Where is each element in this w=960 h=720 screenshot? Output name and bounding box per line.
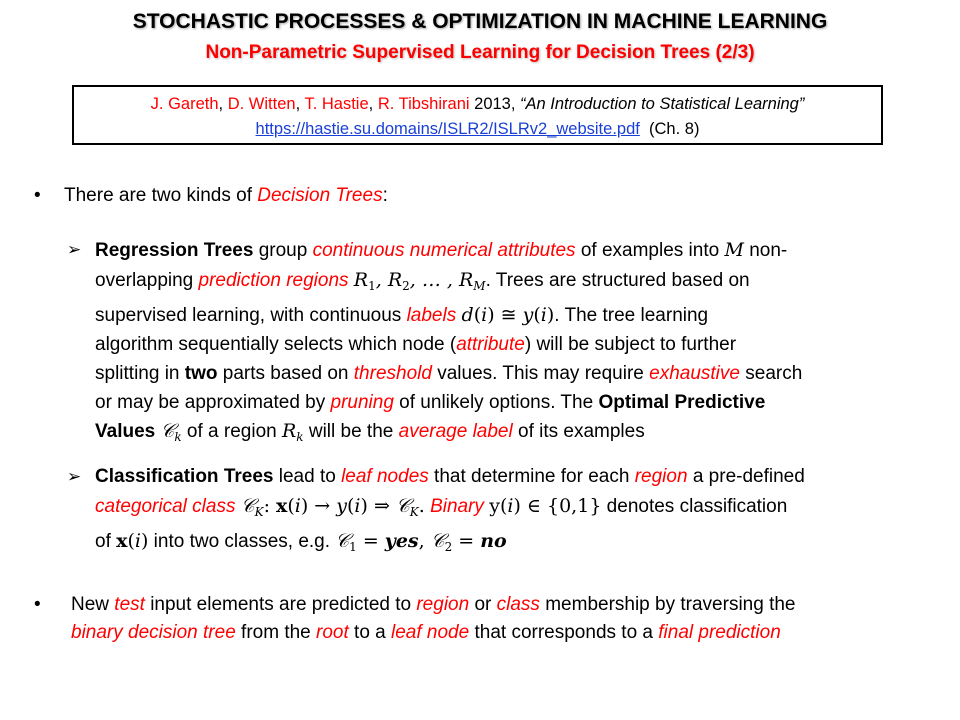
bullet-dot-icon: •: [34, 185, 41, 206]
class-yes: yes: [384, 529, 419, 552]
author-3-initial: T.: [304, 95, 318, 113]
b2-h3: class: [496, 594, 540, 615]
reference-pdf-link[interactable]: https://hastie.su.domains/ISLR2/ISLRv2_website.pdf: [255, 120, 640, 138]
b2-h2: region: [416, 594, 470, 615]
bullet1-lead: There are two kinds of: [64, 185, 258, 206]
cls-h1: leaf nodes: [341, 466, 429, 487]
reg-t6: supervised learning, with continuous: [95, 304, 407, 326]
reg-h1: continuous numerical attributes: [312, 240, 576, 261]
label-formula: d(i) ≅ y(i): [461, 303, 555, 326]
reg-h7: pruning: [330, 391, 394, 413]
cls-t5: of: [95, 530, 117, 552]
x-vector-formula: x(i): [116, 529, 149, 552]
b2-t1: New: [71, 594, 115, 615]
reg-t10: splitting in: [95, 362, 185, 384]
reference-year: 2013: [474, 95, 511, 113]
b2-t4: membership by traversing the: [539, 594, 796, 615]
arrow-bullet-icon: ➢: [67, 240, 82, 259]
bullet1-tail: :: [382, 185, 388, 206]
author-2-name: Witten: [248, 95, 296, 113]
reg-t14: or may be approximated by: [95, 391, 331, 413]
b2-t5: from the: [235, 622, 317, 643]
author-4-initial: R.: [377, 95, 395, 113]
cls-h3: categorical class: [95, 495, 236, 517]
class-example-formula: 𝒞$_1$ = yes, 𝒞$_2$ = no: [335, 529, 507, 554]
reg-b3: Values: [95, 421, 156, 443]
reg-h4: attribute: [456, 333, 525, 355]
cls-t3: a pre-defined: [687, 466, 805, 487]
reg-t1: group: [253, 240, 313, 261]
author-1-name: Gareth: [168, 95, 219, 113]
b2-t2: input elements are predicted to: [144, 594, 417, 615]
reg-h8: average label: [398, 421, 513, 443]
b2-h7: final prediction: [658, 622, 781, 643]
reg-t4: overlapping: [95, 269, 199, 291]
reference-chapter: (Ch. 8): [649, 120, 700, 138]
b2-h5: root: [316, 622, 349, 643]
slide-title: STOCHASTIC PROCESSES & OPTIMIZATION IN MACHINE LEARNING: [132, 10, 828, 33]
reg-t3: non-: [743, 240, 788, 261]
author-4-name: Tibshirani: [398, 95, 470, 113]
reg-t16: of a region: [181, 421, 282, 443]
reg-b1: two: [184, 362, 218, 384]
author-2-initial: D.: [227, 95, 245, 113]
classification-trees-term: Classification Trees: [95, 466, 274, 487]
cls-h2: region: [634, 466, 688, 487]
reference-authors-line: J. Gareth, D. Witten, T. Hastie, R. Tibshirani 2013, “An Introduction to Statistical Learning”: [150, 95, 805, 113]
reg-b2: Optimal Predictive: [598, 391, 766, 413]
reg-h6: exhaustive: [649, 362, 740, 384]
reg-t5: . Trees are structured based on: [485, 269, 750, 291]
region-list-formula: $R_1$, $R_2$, … , $R_M$: [353, 268, 486, 293]
cls-t6: into two classes, e.g.: [148, 530, 336, 552]
reg-t7: . The tree learning: [554, 304, 709, 326]
b2-t7: that corresponds to a: [469, 622, 659, 643]
b2-h1: test: [114, 594, 145, 615]
class-mapping-formula: 𝒞$_K$: x(i) → y(i) ⇒ 𝒞$_K$.: [240, 494, 425, 519]
b2-h4: binary decision tree: [71, 622, 236, 643]
optimal-value-formula: 𝒞$_k$: [160, 420, 182, 445]
reg-h3: labels: [406, 304, 457, 326]
cls-h4: Binary: [430, 495, 484, 517]
reference-link-line: [74, 117, 881, 142]
reg-t11: parts based on: [217, 362, 354, 384]
reference-box: [72, 85, 883, 145]
reg-M: M: [724, 239, 744, 261]
reg-t8: algorithm sequentially selects which node (: [95, 333, 457, 355]
reg-t2: of examples into: [575, 240, 725, 261]
reference-book-title: “An Introduction to Statistical Learning”: [520, 95, 805, 113]
cls-t2: that determine for each: [428, 466, 635, 487]
b2-t6: to a: [348, 622, 392, 643]
reg-t15: of unlikely options. The: [393, 391, 599, 413]
arrow-bullet-icon: ➢: [67, 467, 82, 486]
cls-t4: denotes classification: [601, 495, 788, 517]
reg-t18: of its examples: [512, 421, 645, 443]
reg-h5: threshold: [353, 362, 432, 384]
reg-t9: ) will be subject to further: [524, 333, 737, 355]
region-k-formula: $R_k$: [281, 420, 304, 445]
regression-trees-term: Regression Trees: [95, 240, 254, 261]
class-no: no: [480, 529, 507, 552]
reg-t12: values. This may require: [431, 362, 650, 384]
b2-h6: leaf node: [391, 622, 470, 643]
binary-label-formula: y(i) ∈ {0,1}: [489, 494, 602, 517]
author-3-name: Hastie: [321, 95, 369, 113]
slide-subtitle: Non-Parametric Supervised Learning for Decision Trees (2/3): [205, 42, 755, 63]
reg-t13: search: [739, 362, 803, 384]
bullet-dot-icon: •: [34, 594, 41, 615]
reg-h2: prediction regions: [198, 269, 349, 291]
b2-t3: or: [469, 594, 497, 615]
decision-trees-highlight: Decision Trees: [257, 185, 383, 206]
reg-t17: will be the: [303, 421, 399, 443]
cls-t1: lead to: [273, 466, 342, 487]
author-1-initial: J.: [150, 95, 164, 113]
